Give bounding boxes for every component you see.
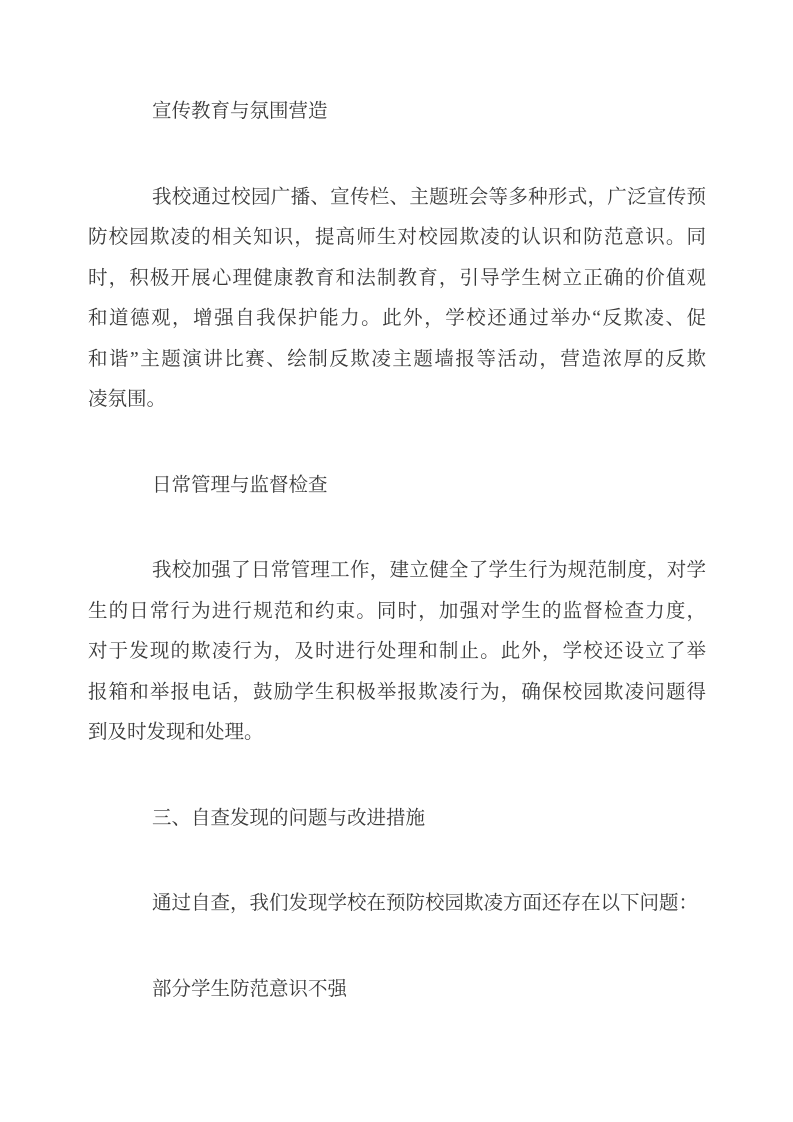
section-heading-publicity-education: 宣传教育与氛围营造 <box>152 101 328 122</box>
paragraph-line: 通过自查，我们发现学校在预防校园欺凌方面还存在以下问题： <box>152 893 699 914</box>
paragraph-line: 到及时发现和处理。 <box>88 722 264 743</box>
paragraph-line: 防校园欺凌的相关知识，提高师生对校园欺凌的认识和防范意识。同 <box>88 227 706 248</box>
paragraph-line: 凌氛围。 <box>88 389 167 410</box>
paragraph-publicity <box>88 178 706 421</box>
paragraph-line: 我校加强了日常管理工作，建立健全了学生行为规范制度，对学 <box>152 560 706 581</box>
paragraph-line: 时，积极开展心理健康教育和法制教育，引导学生树立正确的价值观 <box>88 267 706 289</box>
paragraph-line: 生的日常行为进行规范和约束。同时，加强对学生的监督检查力度， <box>88 600 706 622</box>
section-heading-daily-management: 日常管理与监督检查 <box>152 474 328 496</box>
paragraph-line: 和谐”主题演讲比赛、绘制反欺凌主题墙报等活动，营造浓厚的反欺 <box>88 348 706 370</box>
paragraph-line: 报箱和举报电话，鼓励学生积极举报欺凌行为，确保校园欺凌问题得 <box>88 681 706 703</box>
paragraph-problems-intro <box>88 884 706 925</box>
paragraph-line: 和道德观，增强自我保护能力。此外，学校还通过举办“反欺凌、促 <box>88 308 706 329</box>
paragraph-daily-management <box>88 551 706 754</box>
paragraph-line: 对于发现的欺凌行为，及时进行处理和制止。此外，学校还设立了举 <box>88 641 706 662</box>
paragraph-line: 我校通过校园广播、宣传栏、主题班会等多种形式，广泛宣传预 <box>152 186 706 208</box>
subheading-student-awareness: 部分学生防范意识不强 <box>152 978 348 1000</box>
section-heading-problems-and-improvements: 三、自查发现的问题与改进措施 <box>152 807 426 829</box>
